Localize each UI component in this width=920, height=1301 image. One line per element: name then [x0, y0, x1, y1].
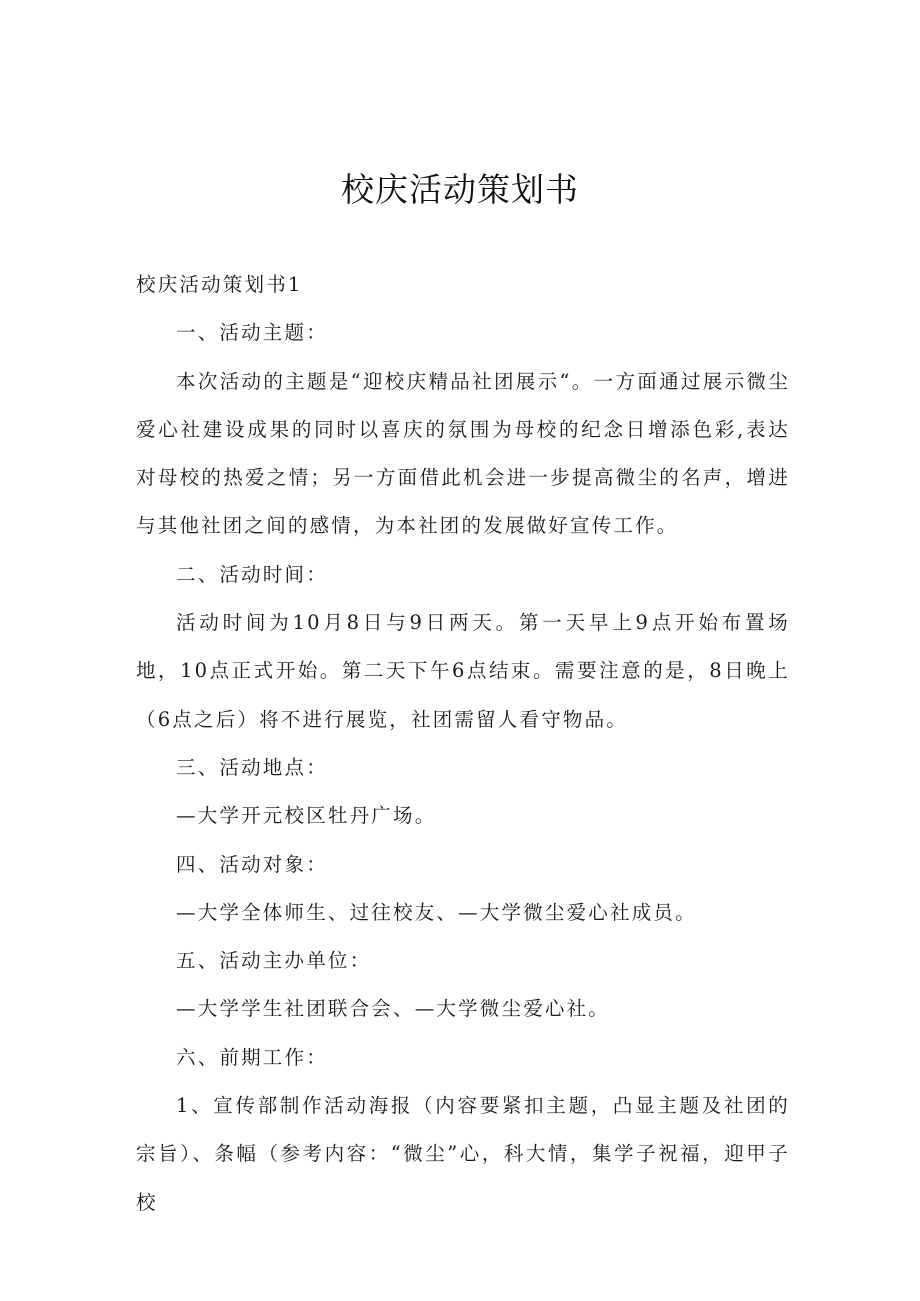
paragraph-audience: —大学全体师生、过往校友、—大学微尘爱心社成员。: [176, 900, 697, 924]
subtitle-paragraph: 校庆活动策划书1: [136, 273, 303, 296]
paragraph-time: 活动时间为10月8日与9日两天。第一天早上9点开始布置场地，10点正式开始。第二天下午6点结束。需要注意的是，8日晚上（6点之后）将不进行展览，社团需留人看守物品。: [136, 611, 790, 731]
document-body: [136, 261, 790, 1227]
paragraph-preparation-1: 1、宣传部制作活动海报（内容要紧扣主题，凸显主题及社团的宗旨）、条幅（参考内容：“微尘”心，科大情，集学子祝福，迎甲子校: [136, 1094, 790, 1214]
section-heading-location: 三、活动地点：: [176, 755, 328, 779]
section-heading-preparation: 六、前期工作：: [176, 1045, 328, 1069]
section-heading-time: 二、活动时间：: [176, 562, 328, 586]
section-heading-organizer: 五、活动主办单位：: [176, 949, 372, 973]
paragraph-theme: 本次活动的主题是“迎校庆精品社团展示“。一方面通过展示微尘爱心社建设成果的同时以喜庆的氛围为母校的纪念日增添色彩,表达对母校的热爱之情；另一方面借此机会进一步提高微尘的名声，增进与其他社团之间的感情，为本社团的发展做好宣传工作。: [136, 369, 790, 538]
paragraph-location: —大学开元校区牡丹广场。: [176, 804, 437, 828]
document-title: 校庆活动策划书: [341, 170, 579, 209]
section-heading-audience: 四、活动对象：: [176, 852, 328, 876]
paragraph-organizer: —大学学生社团联合会、—大学微尘爱心社。: [176, 997, 611, 1021]
section-heading-theme: 一、活动主题：: [176, 321, 328, 345]
